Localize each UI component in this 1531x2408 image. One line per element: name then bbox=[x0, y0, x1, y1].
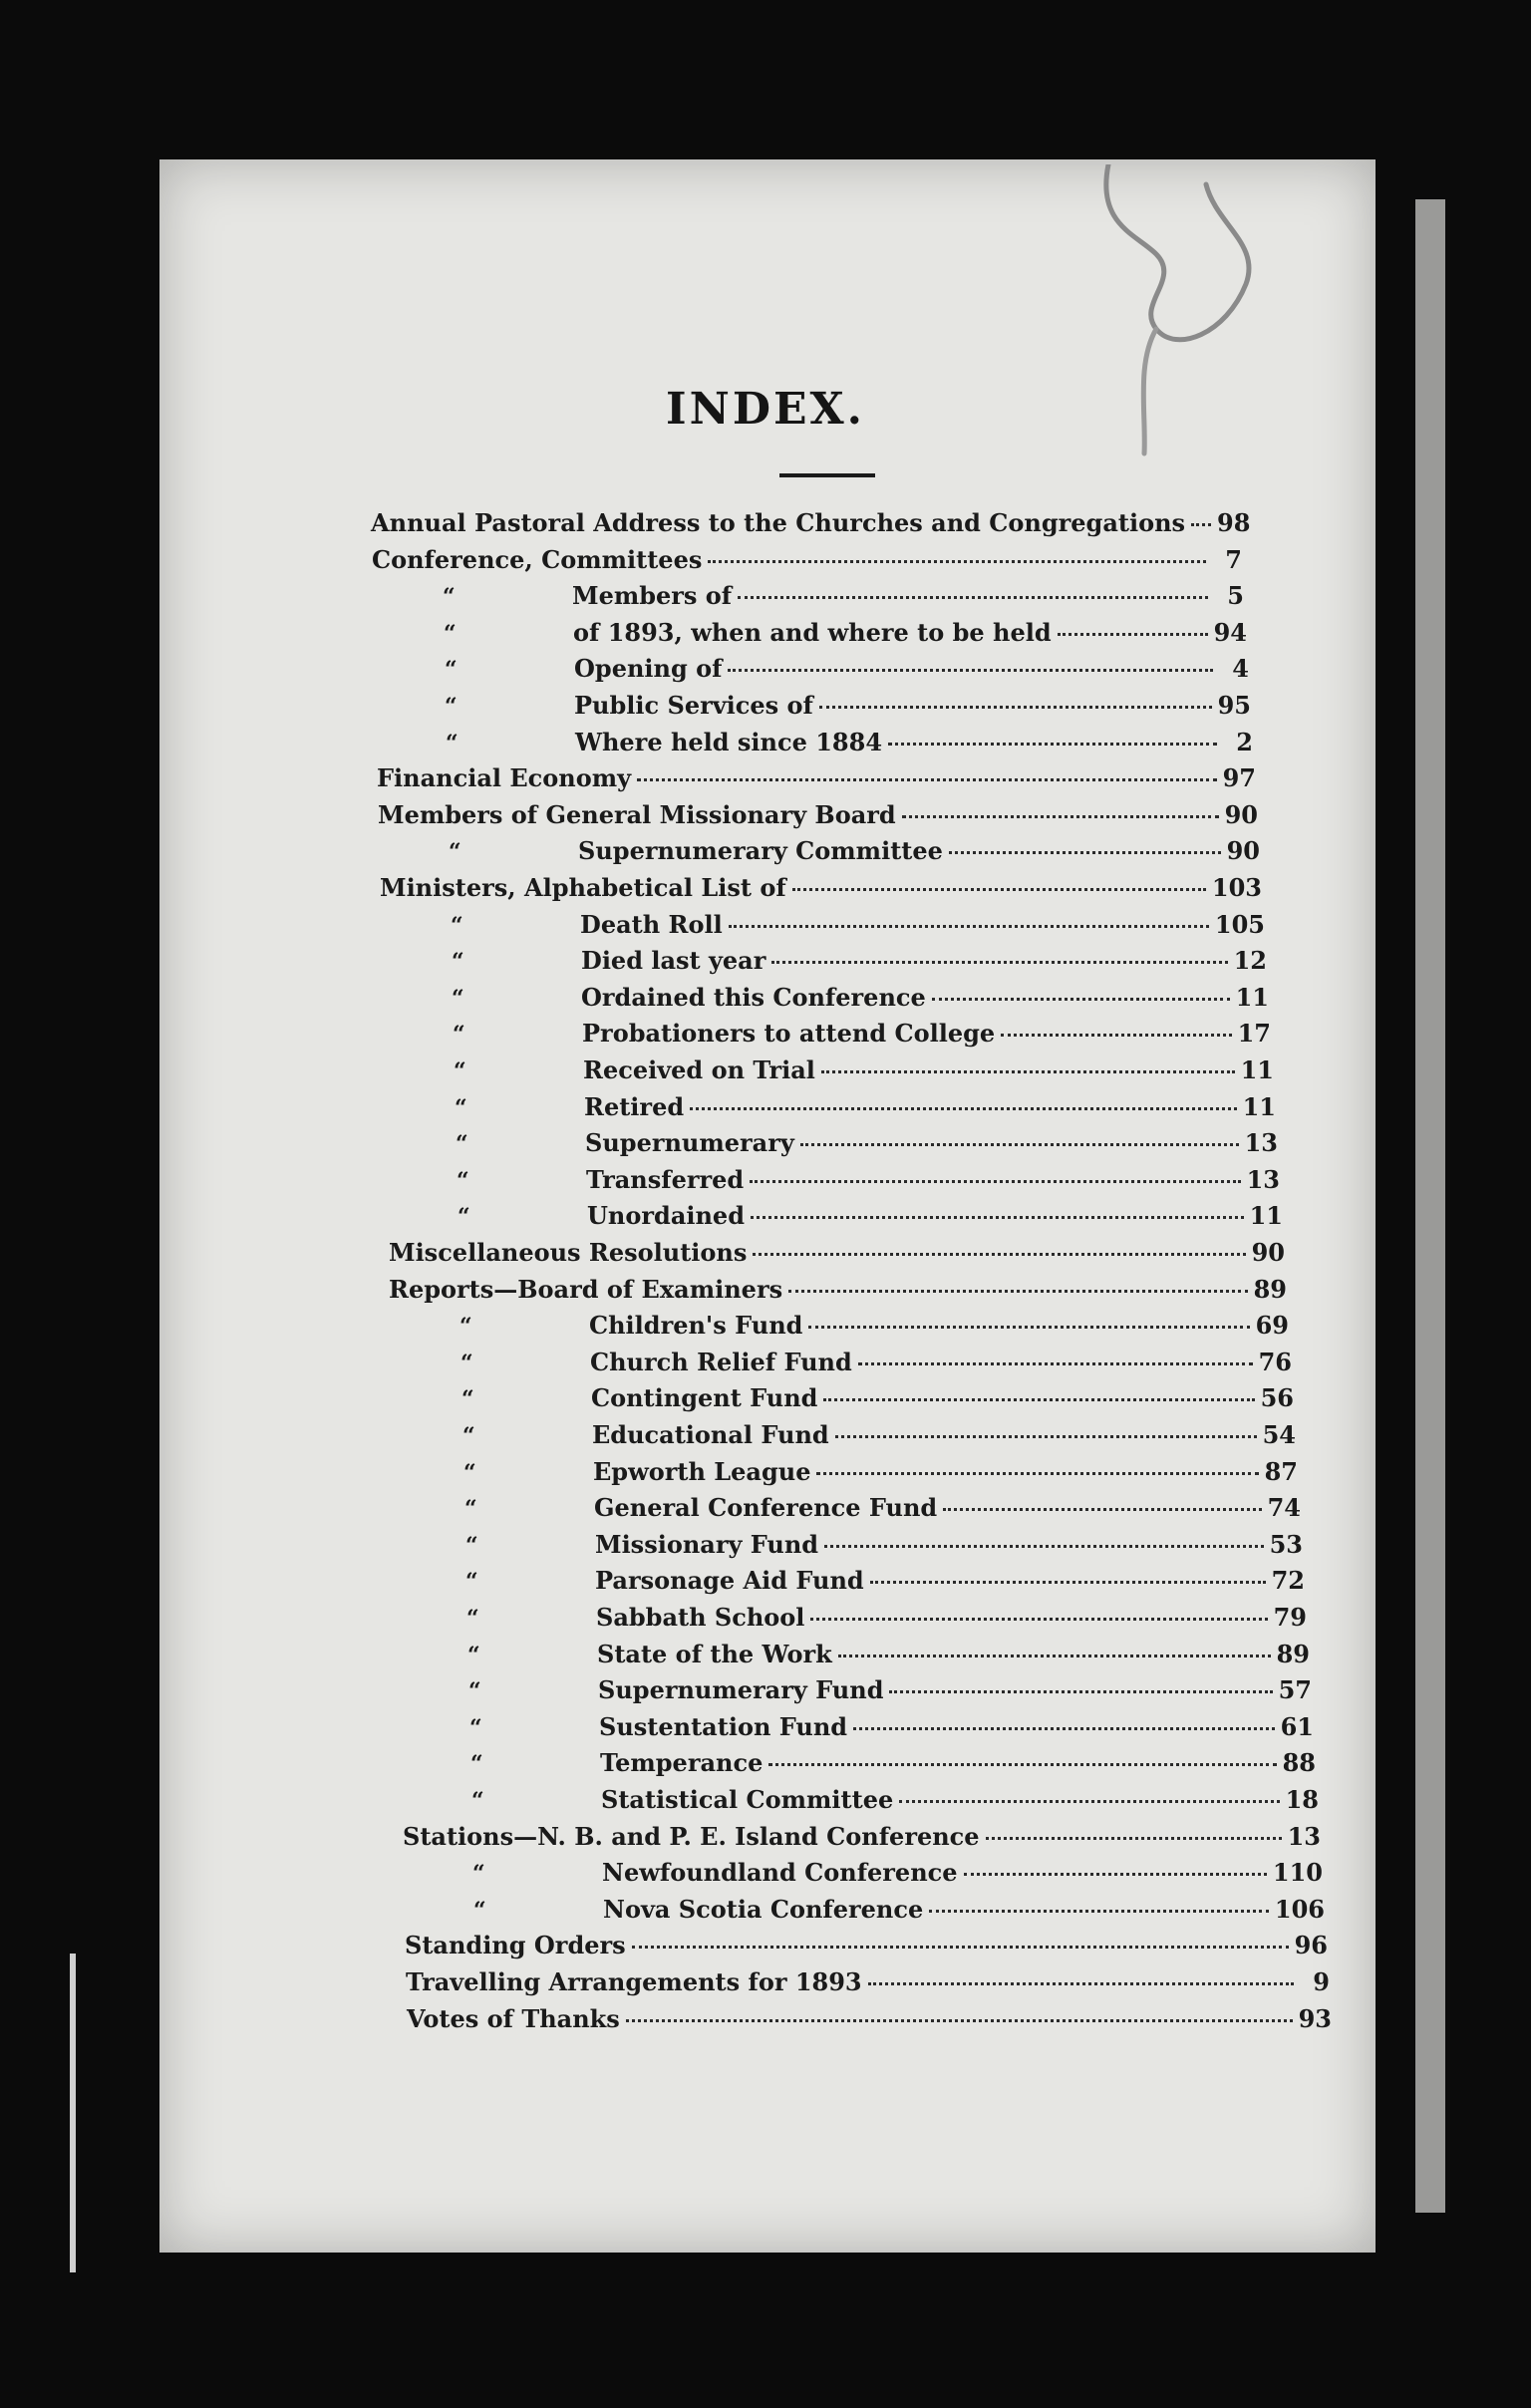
index-entry bbox=[387, 1165, 1280, 1201]
dot-leader bbox=[943, 1508, 1261, 1511]
index-entry bbox=[377, 763, 1256, 799]
index-entry bbox=[398, 1640, 1310, 1675]
ditto-mark: “ bbox=[446, 731, 459, 756]
entry-label: Parsonage Aid Fund bbox=[595, 1566, 864, 1595]
page-number: 2 bbox=[1236, 728, 1253, 756]
dot-leader bbox=[929, 1910, 1269, 1913]
entry-label: Ordained this Conference bbox=[581, 983, 926, 1012]
dot-leader bbox=[816, 1472, 1258, 1475]
index-entry bbox=[384, 1055, 1274, 1091]
page-number: 61 bbox=[1280, 1712, 1314, 1741]
dot-leader bbox=[771, 961, 1227, 964]
entry-label: Reports—Board of Examiners bbox=[389, 1275, 783, 1304]
entry-label: Votes of Thanks bbox=[407, 2004, 620, 2033]
index-entry bbox=[391, 1348, 1292, 1383]
page-number: 69 bbox=[1255, 1311, 1289, 1340]
entry-label: Contingent Fund bbox=[591, 1383, 818, 1412]
index-entry bbox=[374, 618, 1247, 654]
entry-label: Opening of bbox=[574, 654, 723, 683]
entry-label: State of the Work bbox=[597, 1640, 832, 1668]
entry-label: Newfoundland Conference bbox=[602, 1858, 958, 1887]
ditto-mark: “ bbox=[452, 949, 464, 975]
entry-label: Transferred bbox=[586, 1165, 745, 1194]
ditto-mark: “ bbox=[456, 1131, 468, 1157]
index-entry bbox=[373, 581, 1244, 617]
page-number: 53 bbox=[1269, 1530, 1303, 1559]
page-number: 9 bbox=[1313, 1967, 1330, 1996]
ditto-mark: “ bbox=[472, 1861, 485, 1887]
entry-label: Children's Fund bbox=[589, 1311, 803, 1340]
page-number: 97 bbox=[1222, 763, 1256, 792]
dot-leader bbox=[932, 998, 1230, 1001]
index-entry bbox=[394, 1457, 1298, 1493]
index-entry bbox=[397, 1603, 1307, 1639]
entry-label: Sabbath School bbox=[596, 1603, 805, 1632]
page-number: 88 bbox=[1282, 1748, 1316, 1777]
page-number: 5 bbox=[1227, 581, 1244, 610]
ditto-mark: “ bbox=[458, 1204, 470, 1230]
index-entry bbox=[390, 1311, 1289, 1347]
dot-leader bbox=[728, 669, 1213, 672]
ditto-mark: “ bbox=[443, 584, 456, 610]
index-entry bbox=[383, 1019, 1271, 1054]
title-rule bbox=[779, 473, 875, 477]
page-number: 90 bbox=[1224, 800, 1258, 829]
entry-label: Stations—N. B. and P. E. Island Conference bbox=[403, 1822, 980, 1851]
dot-leader bbox=[868, 1982, 1294, 1985]
ditto-mark: “ bbox=[460, 1351, 473, 1376]
index-entry bbox=[404, 1895, 1325, 1931]
index-entry bbox=[405, 1931, 1328, 1966]
page-number: 13 bbox=[1287, 1822, 1321, 1851]
dot-leader bbox=[823, 1398, 1254, 1401]
ditto-mark: “ bbox=[457, 1168, 469, 1194]
entry-label: Died last year bbox=[581, 946, 766, 975]
dot-leader bbox=[889, 1690, 1272, 1693]
dot-leader bbox=[810, 1618, 1267, 1621]
entry-label: Unordained bbox=[587, 1201, 745, 1230]
ditto-mark: “ bbox=[468, 1678, 481, 1704]
ditto-mark: “ bbox=[459, 1314, 472, 1340]
entry-label: Members of General Missionary Board bbox=[378, 800, 896, 829]
dot-leader bbox=[750, 1180, 1240, 1183]
entry-label: Epworth League bbox=[593, 1457, 811, 1486]
entry-label: Travelling Arrangements for 1893 bbox=[406, 1967, 862, 1996]
index-entry bbox=[375, 691, 1251, 727]
index-entry bbox=[382, 983, 1269, 1019]
entry-label: Sustentation Fund bbox=[599, 1712, 848, 1741]
page-number: 95 bbox=[1217, 691, 1251, 720]
ditto-mark: “ bbox=[464, 1496, 477, 1522]
ditto-mark: “ bbox=[463, 1460, 476, 1486]
page-number: 18 bbox=[1285, 1785, 1319, 1814]
index-entry bbox=[378, 800, 1258, 836]
entry-label: Statistical Committee bbox=[601, 1785, 894, 1814]
entry-label: General Conference Fund bbox=[594, 1493, 938, 1522]
dot-leader bbox=[949, 851, 1221, 854]
page-number: 72 bbox=[1271, 1566, 1305, 1595]
entry-label: Missionary Fund bbox=[595, 1530, 819, 1559]
page-number: 103 bbox=[1211, 873, 1262, 902]
entry-label: Supernumerary bbox=[585, 1128, 794, 1157]
index-entry bbox=[389, 1275, 1287, 1311]
index-entry bbox=[385, 1092, 1276, 1128]
ditto-mark: “ bbox=[465, 1569, 478, 1595]
page-number: 54 bbox=[1262, 1420, 1296, 1449]
dot-leader bbox=[1001, 1034, 1231, 1037]
dot-leader bbox=[1058, 633, 1208, 636]
dot-leader bbox=[729, 925, 1209, 928]
ditto-mark: “ bbox=[444, 621, 457, 647]
index-entry bbox=[375, 654, 1249, 690]
page-number: 79 bbox=[1273, 1603, 1307, 1632]
index-entry bbox=[396, 1530, 1303, 1566]
ditto-mark: “ bbox=[467, 1643, 480, 1668]
dot-leader bbox=[690, 1107, 1236, 1110]
dot-leader bbox=[838, 1655, 1271, 1657]
dot-leader bbox=[858, 1362, 1253, 1365]
page-number: 90 bbox=[1226, 836, 1260, 865]
entry-label: Annual Pastoral Address to the Churches and Congregations bbox=[371, 508, 1186, 537]
entry-label: Public Services of bbox=[574, 691, 813, 720]
entry-label: Probationers to attend College bbox=[582, 1019, 996, 1048]
page-number: 90 bbox=[1251, 1238, 1285, 1267]
page-number: 87 bbox=[1264, 1457, 1298, 1486]
index-entry bbox=[406, 1967, 1330, 2003]
page-number: 76 bbox=[1258, 1348, 1292, 1376]
entry-label: Supernumerary Committee bbox=[578, 836, 943, 865]
page-number: 12 bbox=[1233, 946, 1267, 975]
dot-leader bbox=[870, 1581, 1266, 1584]
dot-leader bbox=[632, 1946, 1289, 1949]
dot-leader bbox=[819, 706, 1212, 709]
entry-label: of 1893, when and where to be held bbox=[573, 618, 1052, 647]
index-entry bbox=[407, 2004, 1332, 2040]
entry-label: Death Roll bbox=[580, 910, 723, 939]
page-number: 96 bbox=[1294, 1931, 1328, 1959]
ditto-mark: “ bbox=[466, 1606, 479, 1632]
entry-label: Temperance bbox=[600, 1748, 764, 1777]
entry-label: Nova Scotia Conference bbox=[603, 1895, 924, 1924]
entry-label: Members of bbox=[572, 581, 733, 610]
dot-leader bbox=[626, 2019, 1293, 2022]
entry-label: Financial Economy bbox=[377, 763, 632, 792]
dot-leader bbox=[824, 1545, 1264, 1548]
entry-label: Retired bbox=[584, 1092, 685, 1121]
index-entry bbox=[371, 508, 1251, 544]
index-entry bbox=[381, 910, 1265, 946]
index-entry bbox=[379, 836, 1260, 872]
entry-label: Miscellaneous Resolutions bbox=[389, 1238, 748, 1267]
dot-leader bbox=[788, 1290, 1247, 1293]
entry-label: Received on Trial bbox=[583, 1055, 815, 1084]
ditto-mark: “ bbox=[470, 1751, 483, 1777]
page-number: 93 bbox=[1298, 2004, 1332, 2033]
index-entry bbox=[400, 1712, 1314, 1748]
page-number: 11 bbox=[1249, 1201, 1283, 1230]
entry-label: Standing Orders bbox=[405, 1931, 626, 1959]
dot-leader bbox=[835, 1435, 1257, 1438]
page-number: 13 bbox=[1246, 1165, 1280, 1194]
ditto-mark: “ bbox=[465, 1533, 478, 1559]
dot-leader bbox=[821, 1070, 1235, 1073]
ditto-mark: “ bbox=[471, 1788, 484, 1814]
page-number: 98 bbox=[1217, 508, 1251, 537]
page-number: 13 bbox=[1244, 1128, 1278, 1157]
dot-leader bbox=[888, 743, 1217, 746]
dot-leader bbox=[853, 1727, 1275, 1730]
entry-label: Conference, Committees bbox=[372, 545, 703, 574]
page-number: 89 bbox=[1276, 1640, 1310, 1668]
dot-leader bbox=[738, 596, 1208, 599]
entry-label: Supernumerary Fund bbox=[598, 1675, 884, 1704]
page-number: 94 bbox=[1213, 618, 1247, 647]
page-number: 11 bbox=[1242, 1092, 1276, 1121]
index-entry bbox=[399, 1675, 1312, 1711]
dot-leader bbox=[753, 1253, 1245, 1256]
entry-label: Ministers, Alphabetical List of bbox=[380, 873, 786, 902]
ditto-mark: “ bbox=[473, 1898, 486, 1924]
page-number: 11 bbox=[1240, 1055, 1274, 1084]
ditto-mark: “ bbox=[453, 1022, 465, 1048]
ditto-mark: “ bbox=[451, 913, 463, 939]
page-number: 56 bbox=[1260, 1383, 1294, 1412]
ditto-mark: “ bbox=[445, 657, 458, 683]
dot-leader bbox=[902, 815, 1219, 818]
index-list bbox=[0, 508, 1531, 2073]
index-entry bbox=[389, 1238, 1285, 1274]
entry-label: Where held since 1884 bbox=[575, 728, 883, 756]
index-title: INDEX. bbox=[666, 384, 865, 435]
ditto-mark: “ bbox=[469, 1715, 482, 1741]
index-entry bbox=[403, 1858, 1323, 1894]
ditto-mark: “ bbox=[454, 1058, 466, 1084]
dot-leader bbox=[708, 560, 1206, 563]
index-entry bbox=[396, 1566, 1305, 1602]
ditto-mark: “ bbox=[462, 1423, 475, 1449]
dot-leader bbox=[986, 1837, 1282, 1840]
dot-leader bbox=[1191, 523, 1211, 526]
ditto-mark: “ bbox=[449, 839, 461, 865]
index-entry bbox=[392, 1383, 1294, 1419]
page-number: 106 bbox=[1274, 1895, 1325, 1924]
page-number: 105 bbox=[1214, 910, 1265, 939]
page-number: 4 bbox=[1232, 654, 1249, 683]
entry-label: Educational Fund bbox=[592, 1420, 829, 1449]
index-entry bbox=[388, 1201, 1283, 1237]
index-entry bbox=[372, 545, 1242, 581]
dot-leader bbox=[751, 1216, 1244, 1219]
index-entry bbox=[376, 728, 1253, 763]
index-entry bbox=[403, 1822, 1321, 1858]
ditto-mark: “ bbox=[461, 1386, 474, 1412]
dot-leader bbox=[964, 1873, 1267, 1876]
page-number: 110 bbox=[1272, 1858, 1323, 1887]
page-number: 7 bbox=[1225, 545, 1242, 574]
dot-leader bbox=[768, 1763, 1276, 1766]
ditto-mark: “ bbox=[455, 1095, 467, 1121]
index-entry bbox=[395, 1493, 1301, 1529]
page-number: 57 bbox=[1278, 1675, 1312, 1704]
dot-leader bbox=[800, 1143, 1239, 1146]
page-number: 11 bbox=[1235, 983, 1269, 1012]
index-entry bbox=[393, 1420, 1296, 1456]
page-number: 74 bbox=[1267, 1493, 1301, 1522]
ditto-mark: “ bbox=[452, 986, 464, 1012]
index-entry bbox=[380, 873, 1262, 909]
dot-leader bbox=[792, 888, 1206, 891]
dot-leader bbox=[808, 1326, 1249, 1329]
ditto-mark: “ bbox=[445, 694, 458, 720]
page-number: 17 bbox=[1237, 1019, 1271, 1048]
index-entry bbox=[401, 1748, 1316, 1784]
index-entry bbox=[386, 1128, 1278, 1164]
entry-label: Church Relief Fund bbox=[590, 1348, 852, 1376]
dot-leader bbox=[899, 1800, 1279, 1803]
dot-leader bbox=[637, 778, 1217, 781]
page-number: 89 bbox=[1253, 1275, 1287, 1304]
index-entry bbox=[382, 946, 1267, 982]
index-entry bbox=[402, 1785, 1319, 1821]
